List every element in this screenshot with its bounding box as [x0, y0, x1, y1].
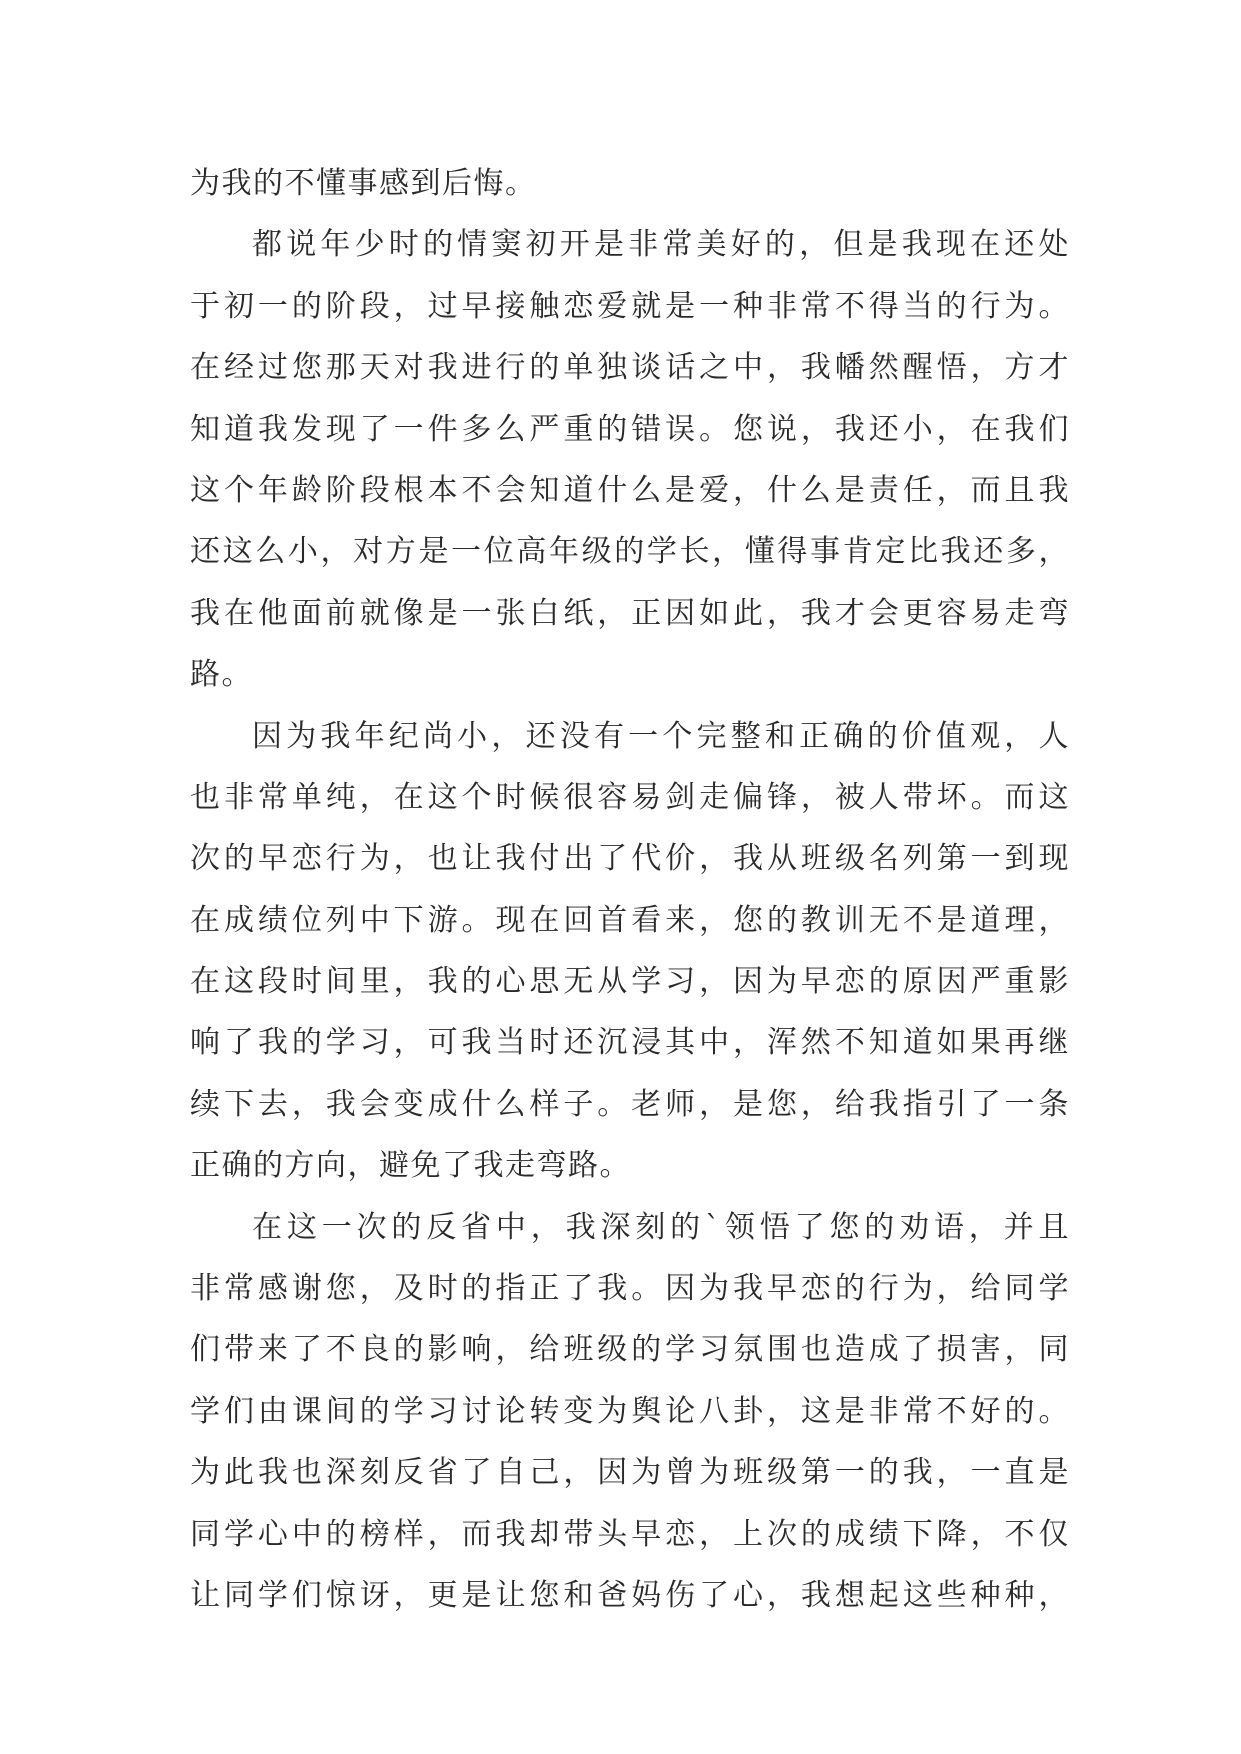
text-line: 次的早恋行为，也让我付出了代价，我从班级名列第一到现: [190, 841, 1070, 877]
text-line: 为我的不懂事感到后悔。: [190, 166, 537, 201]
text-line: 因为我年纪尚小，还没有一个完整和正确的价值观，人: [252, 718, 1070, 754]
text-line: 都说年少时的情窦初开是非常美好的，但是我现在还处: [252, 227, 1070, 263]
text-line: 也非常单纯，在这个时候很容易剑走偏锋，被人带坏。而这: [190, 779, 1070, 815]
text-line: 响了我的学习，可我当时还沉浸其中，浑然不知道如果再继: [190, 1025, 1070, 1061]
text-line: 非常感谢您，及时的指正了我。因为我早恋的行为，给同学: [190, 1271, 1070, 1307]
text-line: 在这一次的反省中，我深刻的`领悟了您的劝语，并且: [252, 1209, 1070, 1245]
text-line: 正确的方向，避免了我走弯路。: [190, 1148, 631, 1184]
text-line: 学们由课间的学习讨论转变为舆论八卦，这是非常不好的。: [190, 1393, 1070, 1429]
text-line: 让同学们惊讶，更是让您和爸妈伤了心，我想起这些种种，: [190, 1577, 1070, 1613]
text-line: 这个年龄阶段根本不会知道什么是爱，什么是责任，而且我: [190, 472, 1070, 508]
text-line: 路。: [190, 657, 253, 693]
text-line: 同学心中的榜样，而我却带头早恋，上次的成绩下降，不仅: [190, 1516, 1070, 1552]
text-line: 们带来了不良的影响，给班级的学习氛围也造成了损害，同: [190, 1332, 1070, 1368]
text-line: 我在他面前就像是一张白纸，正因如此，我才会更容易走弯: [190, 595, 1070, 631]
body-text: [190, 153, 1070, 1626]
text-line: 在这段时间里，我的心思无从学习，因为早恋的原因严重影: [190, 964, 1070, 1000]
text-line: 在成绩位列中下游。现在回首看来，您的教训无不是道理，: [190, 902, 1070, 938]
text-line: 还这么小，对方是一位高年级的学长，懂得事肯定比我还多，: [190, 534, 1070, 570]
text-line: 于初一的阶段，过早接触恋爱就是一种非常不得当的行为。: [190, 288, 1070, 324]
text-line: 为此我也深刻反省了自己，因为曾为班级第一的我，一直是: [190, 1455, 1070, 1491]
text-line: 续下去，我会变成什么样子。老师，是您，给我指引了一条: [190, 1086, 1070, 1122]
text-line: 知道我发现了一件多么严重的错误。您说，我还小，在我们: [190, 411, 1070, 447]
text-line: 在经过您那天对我进行的单独谈话之中，我幡然醒悟，方才: [190, 350, 1070, 386]
